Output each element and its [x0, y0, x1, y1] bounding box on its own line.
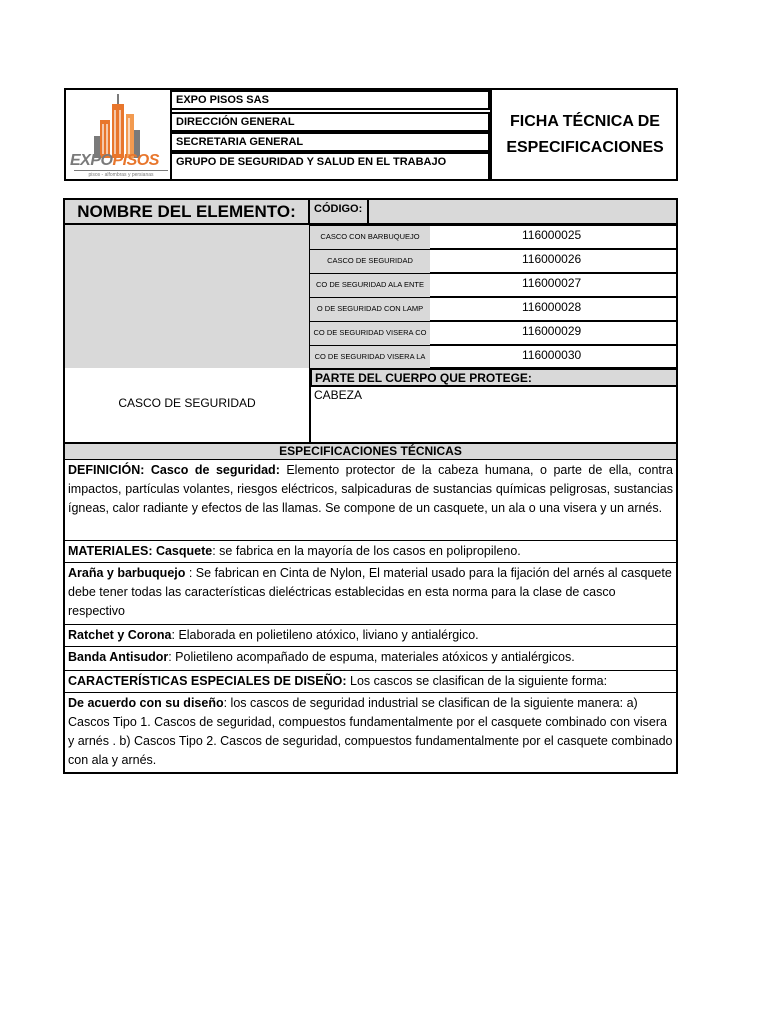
- title-line-1: FICHA TÉCNICA DE: [510, 112, 660, 130]
- ratchet-paragraph: [63, 625, 678, 647]
- header-block: [64, 88, 678, 181]
- code-number-4: 116000028: [430, 297, 678, 321]
- code-number-1: 116000025: [430, 225, 678, 249]
- codigo-label: CÓDIGO:: [310, 198, 369, 225]
- code-name-2: CASCO DE SEGURIDAD: [310, 249, 430, 273]
- nombre-label: NOMBRE DEL ELEMENTO:: [63, 198, 310, 225]
- definition-label: DEFINICIÓN: Casco de seguridad:: [68, 463, 280, 477]
- definition-text: Elemento protector de la cabeza humana, o parte de ella, contra impactos, partículas volantes, riesgos eléctricos, salpicaduras de sustancias químicas peligrosas, sustancias ígneas, calor radiante y efectos de las llamas. Se compone de un casquete, un ala o una visera y un arnés.: [68, 463, 673, 515]
- design-classification-paragraph: [63, 693, 678, 774]
- sweatband-label: Banda Antisudor: [68, 650, 169, 664]
- spec-sheet-table: [63, 198, 678, 775]
- harness-label: Araña y barbuquejo: [68, 566, 186, 580]
- design-classification-text: : los cascos de seguridad industrial se clasifican de la siguiente manera: a) Cascos Tipo 1. Cascos de seguridad, compuestos fundamentalmente por el casquete combinado con visera y arnés . b) Cascos Tipo 2. Cascos de seguridad, compuestos fundamentalmente por el casquete combinado con ala y arnés.: [68, 696, 673, 767]
- materials-paragraph: [63, 541, 678, 563]
- logo-wordmark: [70, 153, 170, 169]
- element-name-value: CASCO DE SEGURIDAD: [63, 368, 310, 443]
- title-line-2: ESPECIFICACIONES: [506, 138, 664, 156]
- code-name-1: CASCO CON BARBUQUEJO: [310, 225, 430, 249]
- definition-paragraph: [63, 460, 678, 541]
- logo-word-expo: EXPO: [70, 152, 113, 169]
- code-name-5: CO DE SEGURIDAD VISERA CO: [310, 321, 430, 345]
- logo-tagline: pisos - alfombras y persianas: [74, 170, 168, 178]
- ratchet-label: Ratchet y Corona: [68, 628, 172, 642]
- company-name: EXPO PISOS SAS: [172, 90, 490, 110]
- code-name-6: CO DE SEGURIDAD VISERA LA: [310, 345, 430, 368]
- specs-title: ESPECIFICACIONES TÉCNICAS: [63, 443, 678, 460]
- materials-text: : se fabrica en la mayoría de los casos en polipropileno.: [212, 544, 521, 558]
- body-part-label: PARTE DEL CUERPO QUE PROTEGE:: [310, 368, 678, 387]
- element-image-area: [63, 225, 310, 368]
- harness-paragraph: [63, 563, 678, 625]
- materials-label: MATERIALES: Casquete: [68, 544, 213, 558]
- design-classification-label: De acuerdo con su diseño: [68, 696, 224, 710]
- codigo-value-cell: [369, 198, 678, 225]
- company-logo: [66, 90, 172, 179]
- body-part-value: CABEZA: [310, 387, 678, 443]
- direction-label: DIRECCIÓN GENERAL: [172, 112, 490, 132]
- harness-text: : Se fabrican en Cinta de Nylon, El material usado para la fijación del arnés al casquete debe tener todas las características dieléctricas establecidas en esta norma para la clase de casco respectivo: [68, 566, 672, 618]
- secretary-label: SECRETARIA GENERAL: [172, 132, 490, 152]
- sweatband-paragraph: [63, 647, 678, 671]
- design-features-paragraph: [63, 671, 678, 693]
- code-number-6: 116000030: [430, 345, 678, 368]
- design-features-label: CARACTERÍSTICAS ESPECIALES DE DISEÑO:: [68, 674, 347, 688]
- code-number-3: 116000027: [430, 273, 678, 297]
- logo-word-pisos: PISOS: [112, 152, 159, 169]
- code-number-2: 116000026: [430, 249, 678, 273]
- document-title: [490, 90, 678, 179]
- code-name-3: CO DE SEGURIDAD ALA ENTE: [310, 273, 430, 297]
- group-label: GRUPO DE SEGURIDAD Y SALUD EN EL TRABAJO: [172, 152, 490, 179]
- sweatband-text: : Polietileno acompañado de espuma, materiales atóxicos y antialérgicos.: [168, 650, 575, 664]
- ratchet-text: : Elaborada en polietileno atóxico, liviano y antialérgico.: [171, 628, 479, 642]
- code-number-5: 116000029: [430, 321, 678, 345]
- code-name-4: O DE SEGURIDAD CON LAMP: [310, 297, 430, 321]
- design-features-text: Los cascos se clasifican de la siguiente forma:: [346, 674, 608, 688]
